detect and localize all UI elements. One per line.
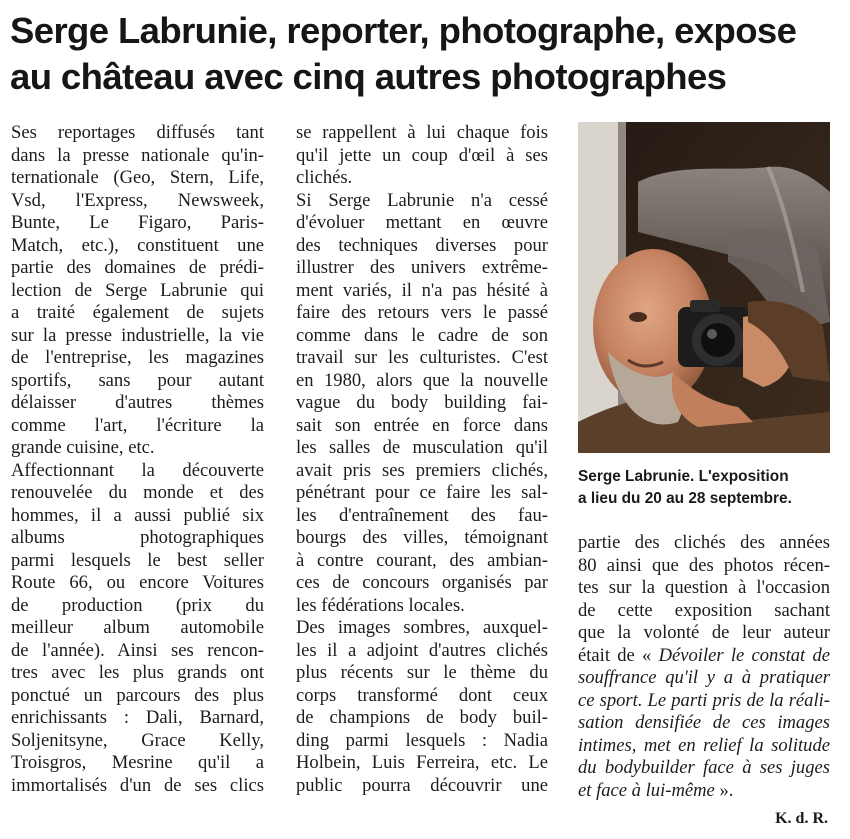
- portrait-illustration: [578, 122, 830, 453]
- text-line: les d'entraînement des fau-: [296, 504, 548, 526]
- text-line: tres avec les plus grands ont: [11, 662, 264, 683]
- text-line: renouvelée du monde et des: [11, 482, 264, 503]
- text-line: Route 66, ou encore Voitures: [11, 572, 264, 593]
- text-line: travail sur les culturistes. C'est: [296, 347, 548, 368]
- quote-line: intimes, met en relief la solitude: [578, 734, 830, 756]
- article-column-3: [578, 532, 830, 802]
- text-line: délaisser d'autres thèmes: [11, 392, 264, 413]
- text-line: de l'entreprise, les magazines: [11, 347, 264, 368]
- text-line: les fédérations locales.: [296, 594, 465, 616]
- text-line: de l'année). Ainsi ses rencon-: [11, 639, 264, 661]
- author-signature: K. d. R.: [775, 810, 828, 827]
- caption-line: a lieu du 20 au 28 septembre.: [578, 490, 792, 507]
- text-line: [578, 645, 830, 668]
- article-column-2: [296, 122, 548, 797]
- caption-line: Serge Labrunie. L'exposition: [578, 468, 789, 485]
- text-line: à contre courant, des ambian-: [296, 549, 548, 571]
- text-line: Troisgros, Mesrine qu'il a: [11, 752, 264, 773]
- text-line: enrichissants : Dali, Barnard,: [11, 707, 264, 728]
- text-line: partie des clichés des années: [578, 532, 830, 553]
- text-line: a traité également de sujets: [11, 302, 264, 323]
- quote-segment: Dévoiler le constat de: [658, 644, 830, 666]
- text-line: ces de concours organisés par: [296, 572, 548, 593]
- text-line: plus récents sur le thème du: [296, 662, 548, 683]
- text-line: sur la presse industrielle, la vie: [11, 324, 264, 346]
- quote-line: souffrance qu'il y a à pratiquer: [578, 667, 830, 688]
- text-line: public pourra découvrir une: [296, 774, 548, 796]
- article-headline: [10, 8, 840, 100]
- text-line: qu'il jette un coup d'œil à ses: [296, 144, 548, 166]
- text-line: de champions de body buil-: [296, 707, 548, 728]
- text-line: les il a adjoint d'autres clichés: [296, 639, 548, 661]
- text-segment: ».: [714, 779, 734, 801]
- text-line: Affectionnant la découverte: [11, 459, 264, 481]
- text-line: clichés.: [296, 167, 353, 188]
- text-line: lection de Serge Labrunie qui: [11, 279, 264, 301]
- text-line: partie des domaines de prédi-: [11, 257, 264, 278]
- text-line: Des images sombres, auxquel-: [296, 617, 548, 638]
- text-line: faire des retours vers le passé: [296, 302, 548, 323]
- text-line: ternationale (Geo, Stern, Life,: [11, 167, 264, 188]
- text-line: ment variés, il n'a pas hésité à: [296, 279, 548, 301]
- text-line: Vsd, l'Express, Newsweek,: [11, 189, 264, 211]
- text-line: des techniques diverses pour: [296, 234, 548, 256]
- photo-caption: [578, 466, 838, 510]
- text-line: comme dans le cadre de son: [296, 324, 548, 346]
- text-line: vague du body building fai-: [296, 392, 548, 413]
- text-line: tes sur la question à l'occasion: [578, 577, 830, 598]
- text-line: meilleur album automobile: [11, 617, 264, 638]
- text-line: Ses reportages diffusés tant: [11, 122, 264, 143]
- text-line: de production (prix du: [11, 594, 264, 616]
- text-line: pénétrant pour ce faire les sal-: [296, 482, 548, 503]
- text-line: [578, 780, 830, 803]
- photographer-portrait-image: [578, 122, 830, 453]
- text-line: corps transformé dont ceux: [296, 684, 548, 706]
- headline-line: Serge Labrunie, reporter, photographe, expose: [10, 10, 797, 51]
- article-column-1: [11, 122, 264, 797]
- text-line: dans la presse nationale qu'in-: [11, 144, 264, 166]
- text-line: bourgs des villes, témoignant: [296, 527, 548, 548]
- text-line: sportifs, sans pour autant: [11, 369, 264, 391]
- text-line: sait son entrée en force dans: [296, 414, 548, 436]
- text-segment: était de «: [578, 644, 659, 666]
- headline-line: au château avec cinq autres photographes: [10, 56, 727, 97]
- quote-line: sation densifiée de ces images: [578, 712, 830, 733]
- text-line: albums photographiques: [11, 527, 264, 548]
- text-line: se rappellent à lui chaque fois: [296, 122, 548, 143]
- text-line: Bunte, Le Figaro, Paris-: [11, 212, 264, 233]
- text-line: illustrer des univers extrême-: [296, 257, 548, 278]
- text-line: 80 ainsi que des photos récen-: [578, 554, 830, 576]
- text-line: Holbein, Luis Ferreira, etc. Le: [296, 752, 548, 773]
- quote-line: du bodybuilder face à ses juges: [578, 757, 830, 778]
- text-line: les salles de musculation qu'il: [296, 437, 548, 458]
- text-line: de cette exposition sachant: [578, 599, 830, 621]
- text-line: que la volonté de leur auteur: [578, 622, 830, 643]
- quote-segment: et face à lui-même: [578, 779, 715, 801]
- quote-line: ce sport. Le parti pris de la réali-: [578, 689, 830, 711]
- text-line: Soljenitsyne, Grace Kelly,: [11, 729, 264, 751]
- text-line: comme l'art, l'écriture la: [11, 414, 264, 436]
- text-line: d'évoluer mettant en œuvre: [296, 212, 548, 233]
- text-line: ponctué un parcours des plus: [11, 684, 264, 706]
- text-line: immortalisés d'un de ses clics: [11, 774, 264, 796]
- text-line: grande cuisine, etc.: [11, 437, 155, 458]
- text-line: ding parmi lesquels : Nadia: [296, 729, 548, 751]
- text-line: avait pris ses premiers clichés,: [296, 459, 548, 481]
- text-line: Match, etc.), constituent une: [11, 234, 264, 256]
- text-line: Si Serge Labrunie n'a cessé: [296, 189, 548, 211]
- text-line: parmi lesquels le best seller: [11, 549, 264, 571]
- text-line: hommes, il a aussi publié six: [11, 504, 264, 526]
- text-line: en 1980, alors que la nouvelle: [296, 369, 548, 391]
